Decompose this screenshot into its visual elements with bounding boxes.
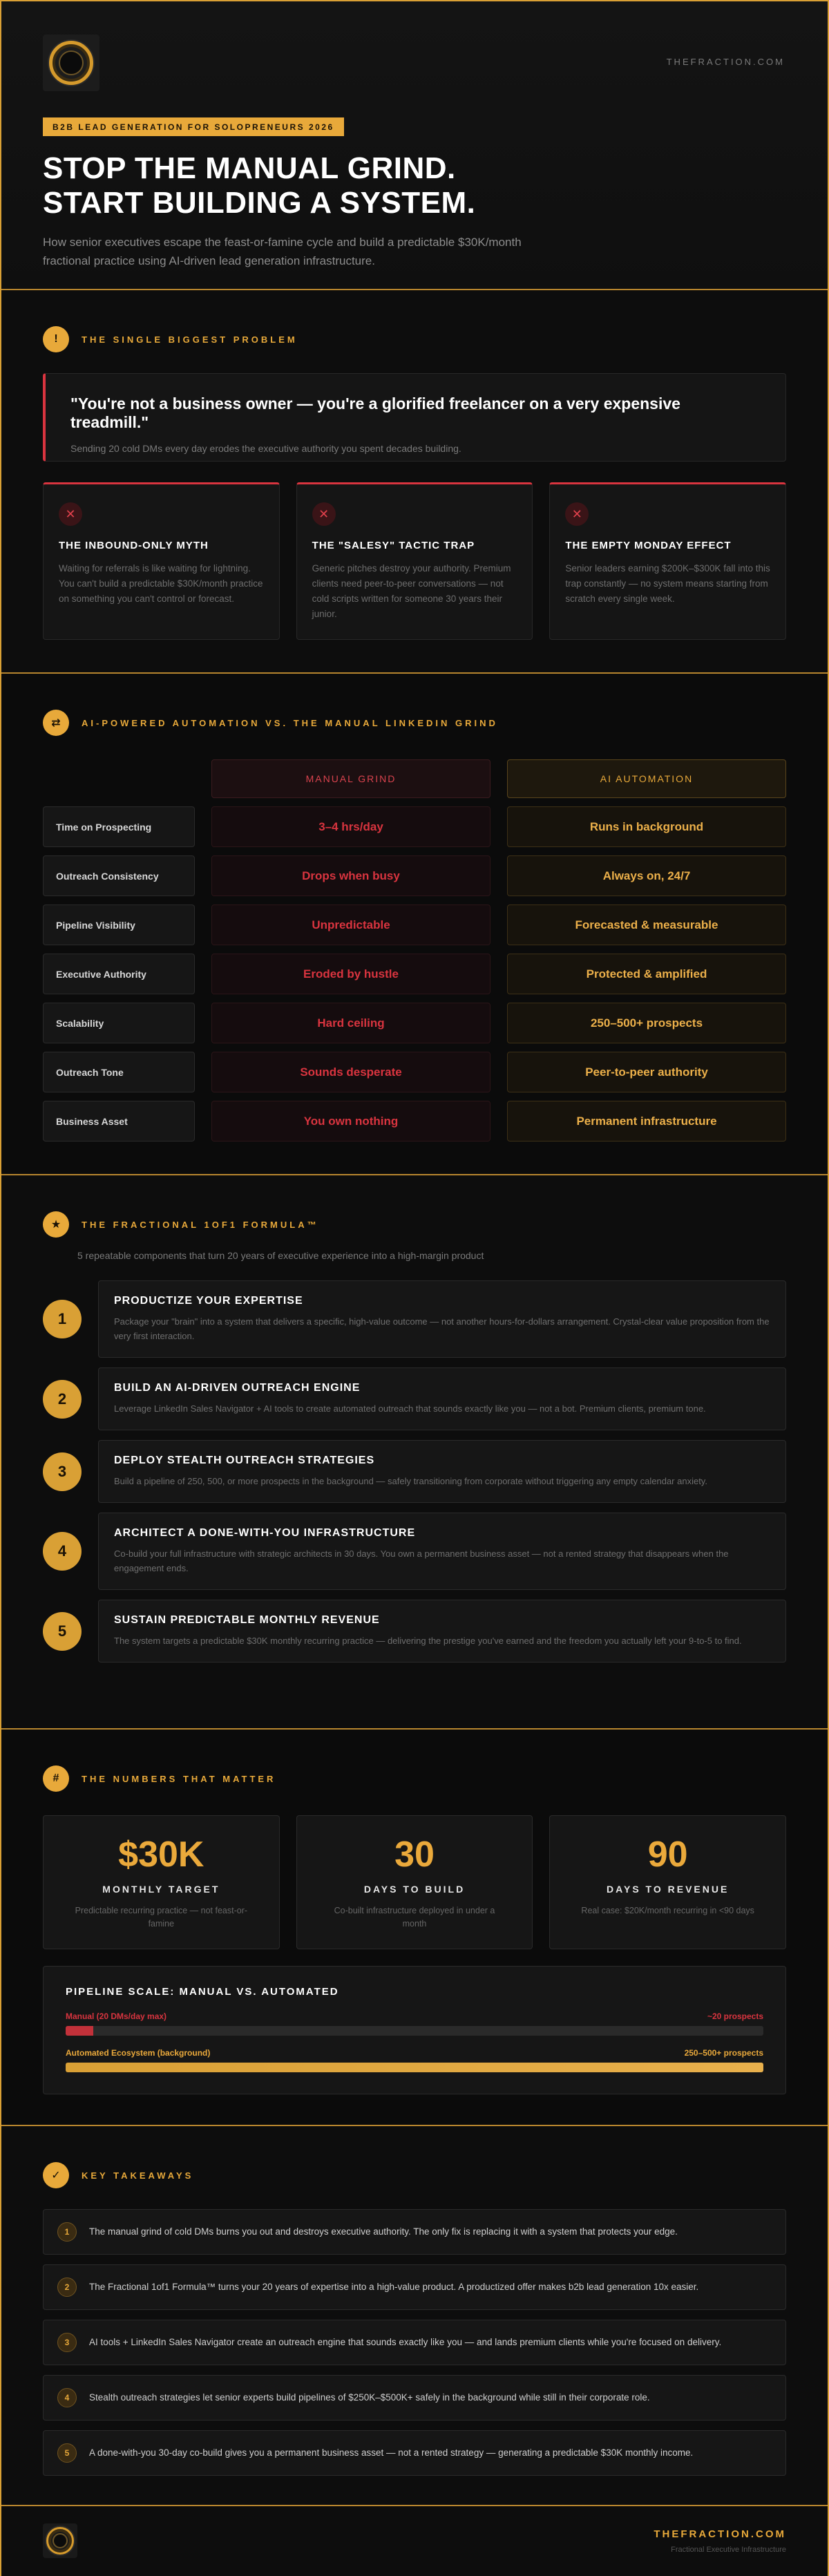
footer-tagline: Fractional Executive Infrastructure	[671, 2545, 786, 2554]
logo-ring-icon	[46, 2527, 74, 2555]
empty-header-cell	[43, 759, 195, 798]
footer	[1, 2506, 828, 2575]
ai-cell: Protected & amplified	[507, 954, 786, 994]
stat-cards	[43, 1815, 786, 1949]
step-title: PRODUCTIZE YOUR EXPERTISE	[114, 1295, 303, 1307]
myth-card-title: THE "SALESY" TACTIC TRAP	[312, 540, 475, 551]
site-link[interactable]: THEFRACTION.COM	[666, 57, 785, 67]
ai-cell: Peer-to-peer authority	[507, 1052, 786, 1092]
manual-cell: Eroded by hustle	[211, 954, 490, 994]
ai-cell: Permanent infrastructure	[507, 1101, 786, 1142]
step-body: Build a pipeline of 250, 500, or more prospects in the background — safely transitioning from corporate without triggering any empty calendar anxiety.	[114, 1476, 707, 1486]
row-label: Scalability	[43, 1003, 195, 1043]
comparison-header	[43, 710, 786, 736]
myth-card	[549, 482, 786, 640]
ai-bar-value: 250–500+ prospects	[684, 2048, 763, 2058]
stat-label: MONTHLY TARGET	[102, 1884, 220, 1895]
formula-subline: 5 repeatable components that turn 20 years of executive experience into a high-margin product	[77, 1250, 484, 1261]
manual-bar-label: Manual (20 DMs/day max)	[66, 2011, 167, 2021]
row-label: Business Asset	[43, 1101, 195, 1142]
pipeline-title: PIPELINE SCALE: MANUAL VS. AUTOMATED	[66, 1986, 339, 1998]
hero-title-line1: STOP THE MANUAL GRIND.	[43, 151, 456, 185]
close-icon: ✕	[565, 502, 589, 526]
row-label: Time on Prospecting	[43, 806, 195, 847]
step-number: 4	[43, 1532, 82, 1571]
ai-cell: Forecasted & measurable	[507, 905, 786, 945]
brand-logo[interactable]	[43, 35, 99, 91]
step-body: The system targets a predictable $30K monthly recurring practice — delivering the prestige you've earned and the freedom you actually left your 9-to-5 to find.	[114, 1636, 742, 1646]
problem-quote-box	[43, 373, 786, 462]
ai-bar-label: Automated Ecosystem (background)	[66, 2048, 211, 2058]
step-card	[98, 1280, 786, 1358]
takeaway-text: AI tools + LinkedIn Sales Navigator create an outreach engine that sounds exactly like you — and lands premium clients while you're focused on delivery.	[89, 2337, 722, 2347]
formula-step	[43, 1600, 786, 1663]
myth-card-title: THE EMPTY MONDAY EFFECT	[565, 540, 732, 551]
star-icon: ★	[43, 1211, 69, 1238]
problem-quote: "You're not a business owner — you're a glorified freelancer on a very expensive treadmill."	[70, 395, 680, 431]
ai-cell: Runs in background	[507, 806, 786, 847]
pipeline-scale-panel	[43, 1966, 786, 2094]
numbers-header	[43, 1765, 786, 1792]
takeaway-number: 2	[57, 2277, 77, 2297]
step-number: 5	[43, 1612, 82, 1651]
formula-title: THE FRACTIONAL 1OF1 FORMULA™	[82, 1219, 319, 1230]
ai-bar-fill	[66, 2063, 763, 2072]
row-label: Pipeline Visibility	[43, 905, 195, 945]
step-body: Package your "brain" into a system that delivers a specific, high-value outcome — not another hours-for-dollars arrangement. Crystal-clear value proposition from the very first interaction.	[114, 1316, 770, 1341]
takeaway-text: Stealth outreach strategies let senior experts build pipelines of $250K–$500K+ safely in the background while still in their corporate role.	[89, 2392, 650, 2403]
takeaway-item	[43, 2320, 786, 2365]
step-card	[98, 1367, 786, 1430]
footer-logo[interactable]	[43, 2523, 77, 2558]
step-body: Co-build your full infrastructure with strategic architects in 30 days. You own a permanent business asset — not a rented strategy that disappears when the engagement ends.	[114, 1549, 729, 1573]
formula-header	[43, 1211, 786, 1238]
takeaways-list	[43, 2209, 786, 2476]
manual-cell: Hard ceiling	[211, 1003, 490, 1043]
numbers-section	[1, 1730, 828, 2126]
formula-section	[1, 1175, 828, 1730]
takeaways-section	[1, 2126, 828, 2506]
step-number: 3	[43, 1452, 82, 1491]
footer-brand-block	[654, 2528, 786, 2554]
hero-title	[43, 151, 786, 220]
problem-title: THE SINGLE BIGGEST PROBLEM	[82, 334, 298, 345]
row-label: Executive Authority	[43, 954, 195, 994]
problem-header	[43, 326, 786, 352]
takeaway-number: 1	[57, 2222, 77, 2242]
takeaway-text: The Fractional 1of1 Formula™ turns your 20 years of expertise into a high-value product. A productized offer makes b2b lead generation 10x easier.	[89, 2282, 699, 2292]
takeaway-number: 5	[57, 2443, 77, 2463]
checkmark-icon: ✓	[43, 2162, 69, 2188]
footer-brand-link[interactable]: THEFRACTION.COM	[654, 2528, 786, 2540]
ai-column-header: AI AUTOMATION	[507, 759, 786, 798]
step-title: SUSTAIN PREDICTABLE MONTHLY REVENUE	[114, 1614, 380, 1626]
step-card	[98, 1600, 786, 1663]
logo-ring-icon	[49, 41, 93, 85]
close-icon: ✕	[59, 502, 82, 526]
stat-card	[43, 1815, 280, 1949]
comparison-section	[1, 674, 828, 1175]
step-title: BUILD AN AI-DRIVEN OUTREACH ENGINE	[114, 1382, 361, 1394]
formula-step	[43, 1367, 786, 1430]
manual-cell: You own nothing	[211, 1101, 490, 1142]
stat-desc: Predictable recurring practice — not feast-or-famine	[75, 1906, 248, 1929]
takeaways-title: KEY TAKEAWAYS	[82, 2170, 194, 2181]
myth-card	[296, 482, 533, 640]
myth-cards	[43, 482, 786, 640]
hero-section	[1, 1, 828, 290]
manual-cell: Drops when busy	[211, 855, 490, 896]
problem-quote-sub: Sending 20 cold DMs every day erodes the executive authority you spent decades building.	[70, 443, 461, 454]
hero-tag: B2B LEAD GENERATION FOR SOLOPRENEURS 2026	[43, 117, 344, 136]
myth-card-body: Waiting for referrals is like waiting for lightning. You can't build a predictable $30K/month practice on something you can't control or forecast.	[59, 563, 263, 604]
takeaway-item	[43, 2375, 786, 2421]
step-card	[98, 1440, 786, 1503]
stat-card	[296, 1815, 533, 1949]
stat-card	[549, 1815, 786, 1949]
takeaway-item	[43, 2430, 786, 2476]
exclamation-icon: !	[43, 326, 69, 352]
stat-desc: Real case: $20K/month recurring in <90 days	[581, 1906, 754, 1915]
takeaways-header	[43, 2162, 786, 2188]
formula-step	[43, 1513, 786, 1590]
manual-cell: 3–4 hrs/day	[211, 806, 490, 847]
hero-lead: How senior executives escape the feast-or-famine cycle and build a predictable $30K/month fractional practice using AI-driven lead generation infrastructure.	[43, 236, 522, 267]
takeaway-item	[43, 2264, 786, 2310]
manual-bar-meta	[66, 2011, 763, 2021]
ai-cell: Always on, 24/7	[507, 855, 786, 896]
row-label: Outreach Consistency	[43, 855, 195, 896]
step-title: ARCHITECT A DONE-WITH-YOU INFRASTRUCTURE	[114, 1527, 416, 1539]
hero-title-line2: START BUILDING A SYSTEM.	[43, 186, 476, 220]
takeaway-number: 3	[57, 2333, 77, 2352]
manual-bar-fill	[66, 2026, 93, 2036]
stat-desc: Co-built infrastructure deployed in under a month	[334, 1906, 495, 1929]
swap-icon: ⇄	[43, 710, 69, 736]
step-card	[98, 1513, 786, 1590]
takeaway-number: 4	[57, 2388, 77, 2407]
takeaway-item	[43, 2209, 786, 2255]
manual-bar-value: ~20 prospects	[707, 2011, 763, 2021]
stat-label: DAYS TO REVENUE	[607, 1884, 730, 1895]
row-label: Outreach Tone	[43, 1052, 195, 1092]
takeaway-text: The manual grind of cold DMs burns you out and destroys executive authority. The only fix is replacing it with a system that protects your edge.	[89, 2226, 678, 2237]
manual-column-header: MANUAL GRIND	[211, 759, 490, 798]
step-number: 1	[43, 1300, 82, 1338]
close-icon: ✕	[312, 502, 336, 526]
numbers-title: THE NUMBERS THAT MATTER	[82, 1773, 276, 1784]
ai-cell: 250–500+ prospects	[507, 1003, 786, 1043]
myth-card-body: Senior leaders earning $200K–$300K fall into this trap constantly — no system means starting from scratch every single week.	[565, 563, 770, 604]
takeaway-text: A done-with-you 30-day co-build gives you a permanent business asset — not a rented strategy — generating a predictable $30K monthly income.	[89, 2447, 694, 2458]
myth-card-body: Generic pitches destroy your authority. Premium clients need peer-to-peer conversations — not cold scripts written for someone 30 years their junior.	[312, 563, 511, 619]
step-number: 2	[43, 1380, 82, 1419]
problem-section	[1, 290, 828, 674]
ai-bar-meta	[66, 2048, 763, 2058]
manual-cell: Unpredictable	[211, 905, 490, 945]
stat-value: $30K	[118, 1835, 204, 1875]
ai-bar-track	[66, 2063, 763, 2072]
manual-cell: Sounds desperate	[211, 1052, 490, 1092]
stat-value: 30	[394, 1835, 435, 1875]
formula-step	[43, 1440, 786, 1503]
stat-value: 90	[647, 1835, 688, 1875]
comparison-title: AI-POWERED AUTOMATION VS. THE MANUAL LINKEDIN GRIND	[82, 717, 498, 728]
formula-steps	[43, 1280, 786, 1663]
step-body: Leverage LinkedIn Sales Navigator + AI tools to create automated outreach that sounds exactly like you — not a bot. Premium clients, premium tone.	[114, 1403, 706, 1414]
myth-card-title: THE INBOUND-ONLY MYTH	[59, 540, 209, 551]
stat-label: DAYS TO BUILD	[363, 1884, 466, 1895]
manual-bar-track	[66, 2026, 763, 2036]
formula-step	[43, 1280, 786, 1358]
hash-icon: #	[43, 1765, 69, 1792]
myth-card	[43, 482, 280, 640]
comparison-table	[43, 759, 786, 1142]
step-title: DEPLOY STEALTH OUTREACH STRATEGIES	[114, 1455, 375, 1466]
